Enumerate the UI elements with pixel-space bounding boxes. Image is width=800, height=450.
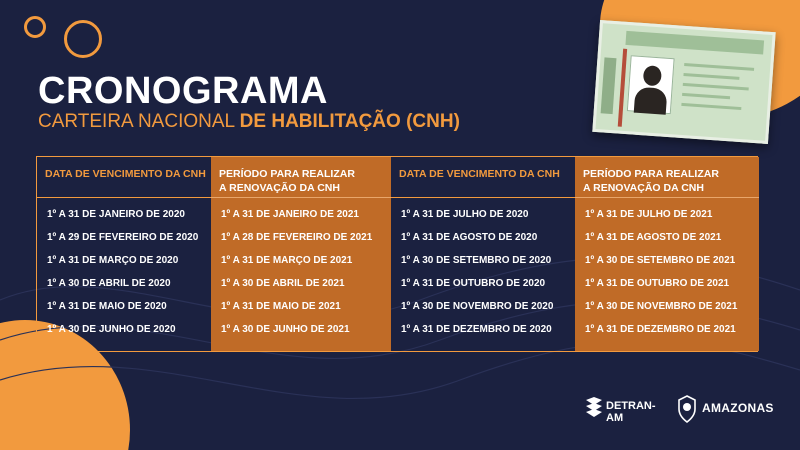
table-cell: 1º A 31 DE DEZEMBRO DE 2020: [401, 324, 552, 335]
table-column-renovacao-1: [211, 157, 391, 351]
table-cell: 1º A 30 DE ABRIL DE 2020: [47, 278, 171, 289]
column-header: DATA DE VENCIMENTO DA CNH: [45, 168, 206, 180]
table-cell: 1º A 31 DE DEZEMBRO DE 2021: [585, 324, 736, 335]
page-title: CRONOGRAMA: [38, 70, 328, 112]
table-cell: 1º A 30 DE SETEMBRO DE 2020: [401, 255, 552, 266]
table-cell: 1º A 31 DE MARÇO DE 2021: [221, 255, 353, 266]
column-header: PERÍODO PARA REALIZAR A RENOVAÇÃO DA CNH: [583, 168, 719, 194]
column-header-divider: [575, 197, 759, 198]
table-cell: 1º A 30 DE JUNHO DE 2021: [221, 324, 350, 335]
table-cell: 1º A 31 DE JULHO DE 2020: [401, 209, 529, 220]
table-cell: 1º A 29 DE FEVEREIRO DE 2020: [47, 232, 199, 243]
table-cell: 1º A 31 DE MAIO DE 2021: [221, 301, 341, 312]
subtitle-bold: DE HABILITAÇÃO (CNH): [239, 111, 460, 132]
detran-logo-icon: [584, 396, 604, 422]
table-cell: 1º A 31 DE AGOSTO DE 2021: [585, 232, 722, 243]
amazonas-crest-icon: [676, 395, 698, 423]
table-cell: 1º A 31 DE MAIO DE 2020: [47, 301, 167, 312]
detran-logo-text: DETRAN-AM: [606, 400, 656, 424]
table-column-vencimento-1: [37, 157, 211, 351]
table-cell: 1º A 31 DE OUTUBRO DE 2021: [585, 278, 730, 289]
card-photo: [627, 55, 675, 114]
table-cell: 1º A 31 DE MARÇO DE 2020: [47, 255, 179, 266]
schedule-table: [36, 156, 758, 352]
table-cell: 1º A 31 DE JULHO DE 2021: [585, 209, 713, 220]
column-header-divider: [37, 197, 211, 198]
table-cell: 1º A 30 DE SETEMBRO DE 2021: [585, 255, 736, 266]
page-subtitle: [38, 111, 460, 133]
column-header-divider: [211, 197, 391, 198]
driver-license-card-icon: [592, 20, 775, 144]
table-cell: 1º A 31 DE OUTUBRO DE 2020: [401, 278, 546, 289]
subtitle-regular: CARTEIRA NACIONAL: [38, 111, 240, 132]
table-cell: 1º A 31 DE JANEIRO DE 2020: [47, 209, 185, 220]
amazonas-logo-text: AMAZONAS: [702, 401, 774, 415]
table-cell: 1º A 28 DE FEVEREIRO DE 2021: [221, 232, 373, 243]
table-column-renovacao-2: [575, 157, 759, 351]
table-cell: 1º A 30 DE NOVEMBRO DE 2021: [585, 301, 738, 312]
table-cell: 1º A 31 DE AGOSTO DE 2020: [401, 232, 538, 243]
column-header-divider: [391, 197, 575, 198]
column-header: DATA DE VENCIMENTO DA CNH: [399, 168, 560, 180]
table-column-vencimento-2: [391, 157, 575, 351]
table-cell: 1º A 30 DE JUNHO DE 2020: [47, 324, 176, 335]
column-header: PERÍODO PARA REALIZAR A RENOVAÇÃO DA CNH: [219, 168, 355, 194]
table-cell: 1º A 31 DE JANEIRO DE 2021: [221, 209, 359, 220]
table-cell: 1º A 30 DE ABRIL DE 2021: [221, 278, 345, 289]
table-cell: 1º A 30 DE NOVEMBRO DE 2020: [401, 301, 554, 312]
